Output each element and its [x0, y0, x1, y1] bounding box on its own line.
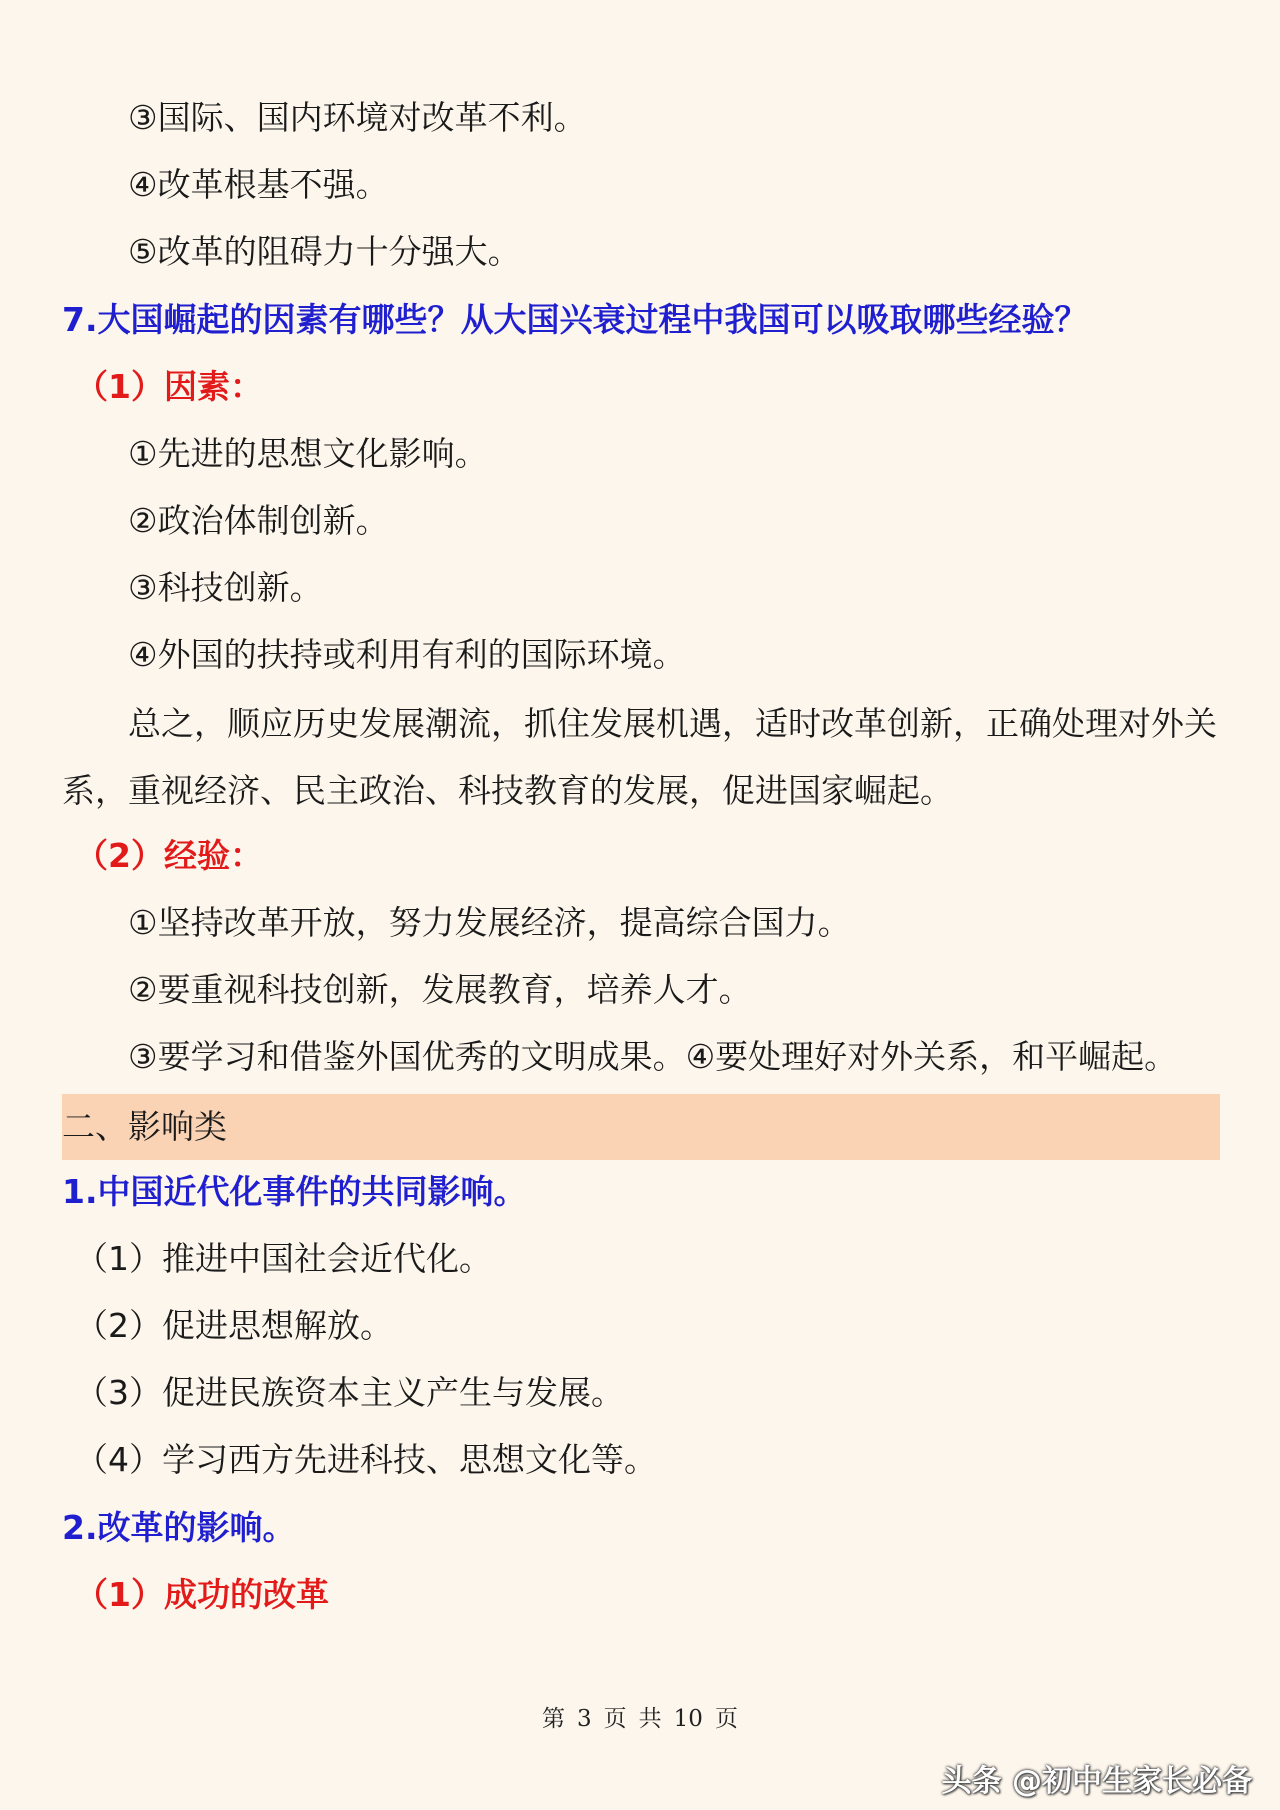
- summary-paragraph: 总之，顺应历史发展潮流，抓住发展机遇，适时改革创新，正确处理对外关系，重视经济、民主政治、科技教育的发展，促进国家崛起。: [62, 704, 1217, 810]
- footer-word: 页: [714, 1706, 738, 1732]
- list-item: ①坚持改革开放，努力发展经济，提高综合国力。: [128, 903, 851, 942]
- list-item: （2）促进思想解放。: [75, 1306, 393, 1345]
- list-item: ②政治体制创新。: [128, 501, 389, 540]
- list-item: ②要重视科技创新，发展教育，培养人才。: [128, 970, 752, 1009]
- section-band: [62, 1094, 1220, 1160]
- list-item: ①先进的思想文化影响。: [128, 434, 488, 473]
- footer-word: 共: [638, 1706, 662, 1732]
- page-number: 3: [577, 1706, 592, 1732]
- subheading-experience: （2）经验：: [75, 836, 263, 875]
- footer-word: 页: [603, 1706, 627, 1732]
- footer-word: 第: [542, 1706, 566, 1732]
- question-heading: 7.大国崛起的因素有哪些？从大国兴衰过程中我国可以吸取哪些经验？: [62, 300, 1088, 339]
- subheading-successful-reform: （1）成功的改革: [75, 1575, 329, 1614]
- page-footer: [0, 1700, 1280, 1733]
- list-item: ③要学习和借鉴外国优秀的文明成果。④要处理好对外关系，和平崛起。: [128, 1037, 1178, 1076]
- list-item: （3）促进民族资本主义产生与发展。: [75, 1373, 624, 1412]
- subheading-factors: （1）因素：: [75, 367, 263, 406]
- list-item: ④改革根基不强。: [128, 165, 389, 204]
- section-title: 二、影响类: [62, 1107, 227, 1146]
- question-heading: 2.改革的影响。: [62, 1508, 296, 1547]
- list-item: （4）学习西方先进科技、思想文化等。: [75, 1440, 657, 1479]
- page-total: 10: [673, 1706, 703, 1732]
- list-item: ③国际、国内环境对改革不利。: [128, 98, 587, 137]
- list-item: ⑤改革的阻碍力十分强大。: [128, 232, 521, 271]
- watermark: 头条 @初中生家长必备: [941, 1764, 1252, 1799]
- list-item: （1）推进中国社会近代化。: [75, 1239, 492, 1278]
- list-item: ④外国的扶持或利用有利的国际环境。: [128, 635, 686, 674]
- question-heading: 1.中国近代化事件的共同影响。: [62, 1172, 527, 1211]
- list-item: ③科技创新。: [128, 568, 323, 607]
